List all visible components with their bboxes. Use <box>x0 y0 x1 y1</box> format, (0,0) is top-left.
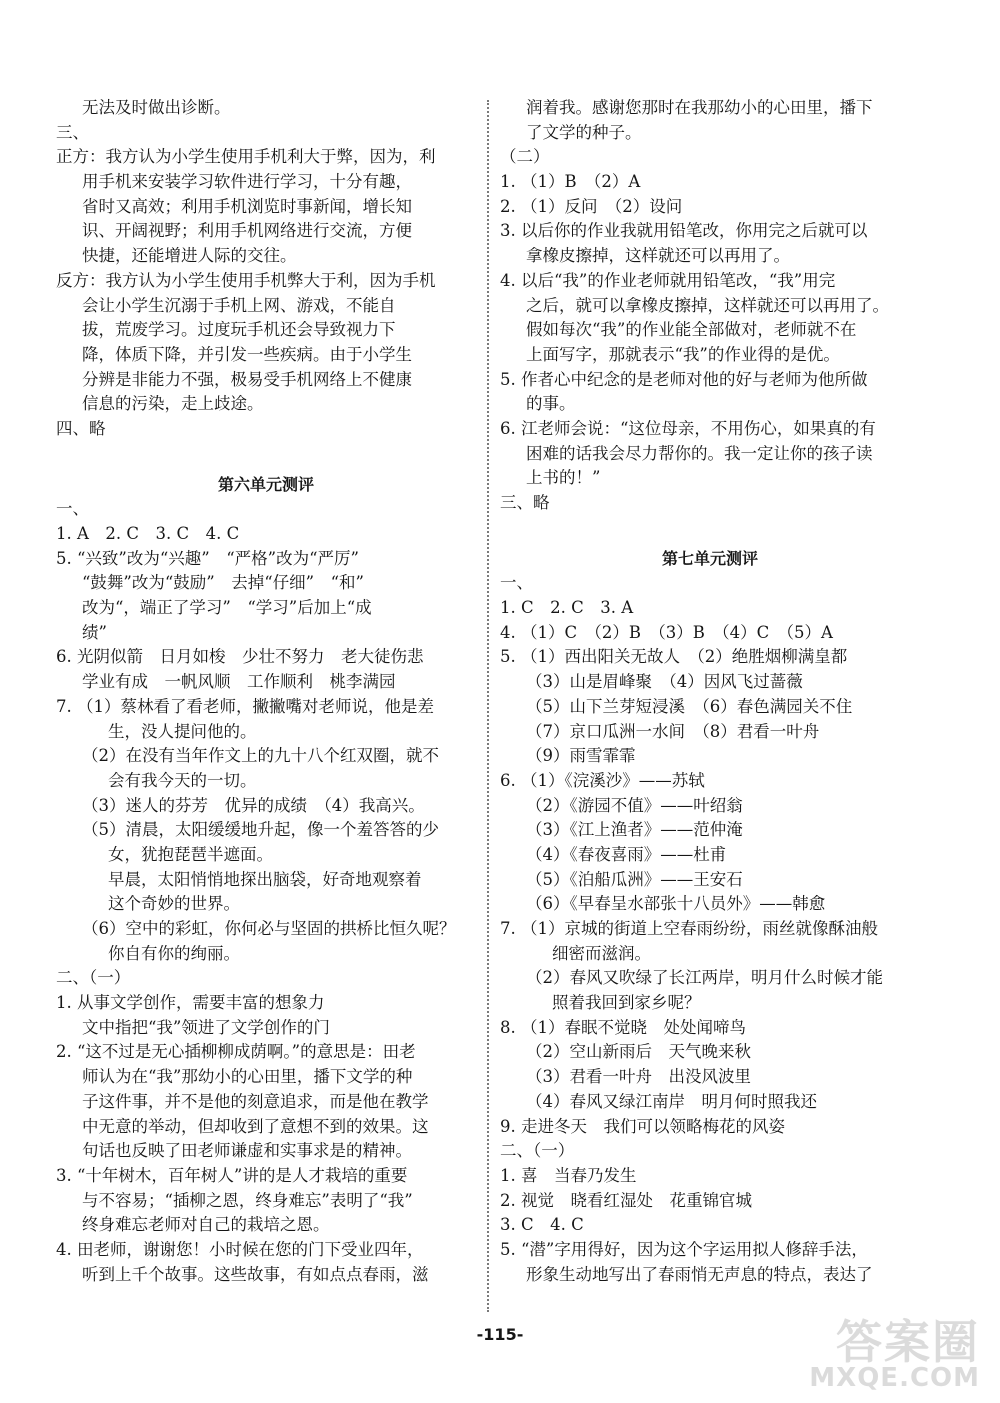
text-line: 5. 作者心中纪念的是老师对他的好与老师为他所做 <box>500 369 868 389</box>
text-line: 子这件事，并不是他的刻意追求，而是他在教学 <box>82 1091 429 1111</box>
text-line: 形象生动地写出了春雨悄无声息的特点，表达了 <box>526 1264 873 1284</box>
text-line: （2）空山新雨后 天气晚来秋 <box>526 1042 751 1062</box>
text-line: 5. （1）西出阳关无故人 （2）绝胜烟柳满皇都 <box>500 647 848 667</box>
text-line: 上面写字，那就表示“我”的作业得的是优。 <box>526 344 840 364</box>
text-line: （3）山是眉峰聚 （4）因风飞过蔷薇 <box>526 672 803 692</box>
text-line: 6. 江老师会说：“这位母亲，不用伤心，如果真的有 <box>500 418 876 438</box>
text-line: 5. “潜”字用得好，因为这个字运用拟人修辞手法， <box>500 1239 868 1259</box>
text-line: 9. 走进冬天 我们可以领略梅花的风姿 <box>500 1116 785 1136</box>
text-line: （5）山下兰芽短浸溪 （6）春色满园关不住 <box>526 696 853 716</box>
text-line: “鼓舞”改为“鼓励” 去掉“仔细” “和” <box>82 573 364 593</box>
text-line: （6）《早春呈水部张十八员外》——韩愈 <box>526 894 826 914</box>
text-line: 二、（一） <box>56 968 131 988</box>
text-line: （2）《游园不值》——叶绍翁 <box>526 795 743 815</box>
text-line: 照着我回到家乡呢？ <box>552 993 701 1013</box>
text-line: （3）迷人的芬芳 优异的成绩 （4）我高兴。 <box>82 795 425 815</box>
text-line: 三、 <box>56 122 89 142</box>
text-line: （2）春风又吹绿了长江两岸，明月什么时候才能 <box>526 968 883 988</box>
text-line: 6. （1）《浣溪沙》——苏轼 <box>500 770 705 790</box>
watermark-logo <box>788 1302 988 1397</box>
text-line: 困难的话我会尽力帮你的。我一定让你的孩子读 <box>526 443 873 463</box>
text-line: 7. （1）蔡林看了看老师，撇撇嘴对老师说，他是差 <box>56 696 434 716</box>
text-line: 分辨是非能力不强，极易受手机网络上不健康 <box>82 369 412 389</box>
text-line: 与不容易；“插柳之恩，终身难忘”表明了“我” <box>82 1190 413 1210</box>
text-line: 无法及时做出诊断。 <box>82 98 231 117</box>
text-line: （3）《江上渔者》——范仲淹 <box>526 820 743 840</box>
text-line: （2）在没有当年作文上的九十八个红双圈，就不 <box>82 746 439 766</box>
column-divider <box>487 100 489 1312</box>
text-line: （7）京口瓜洲一水间 （8）君看一叶舟 <box>526 721 820 741</box>
text-line: 改为“，端正了学习” “学习”后加上“成 <box>82 598 372 618</box>
watermark-url: MXQE.COM <box>809 1363 980 1393</box>
text-line: 四、略 <box>56 418 106 438</box>
watermark-title: 答案圈 <box>836 1315 980 1369</box>
text-line: 1. （1）B （2）A <box>500 172 641 192</box>
text-line: 终身难忘老师对自己的栽培之恩。 <box>82 1215 330 1235</box>
text-line: 句话也反映了田老师谦虚和实事求是的精神。 <box>82 1141 412 1161</box>
text-line: 2. 视觉 晓看红湿处 花重锦官城 <box>500 1190 752 1210</box>
text-line: 拔，荒废学习。过度玩手机还会导致视力下 <box>82 320 396 340</box>
text-line: 细密而滋润。 <box>552 943 651 963</box>
text-line: 4. （1）C （2）B （3）B （4）C （5）A <box>500 622 833 642</box>
text-line: （3）君看一叶舟 出没风波里 <box>526 1067 751 1087</box>
text-line: （4）春风又绿江南岸 明月何时照我还 <box>526 1091 817 1111</box>
text-line: 师认为在“我”那幼小的心田里，播下文学的种 <box>82 1067 413 1087</box>
text-line: 7. （1）京城的街道上空春雨纷纷，雨丝就像酥油般 <box>500 919 878 938</box>
text-line: 3. C 4. C <box>500 1215 584 1235</box>
text-line: 降，体质下降，并引发一些疾病。由于小学生 <box>82 344 412 364</box>
text-line: 5. “兴致”改为“兴趣” “严格”改为“严厉” <box>56 548 359 568</box>
text-line: 生，没人提问他的。 <box>108 721 257 741</box>
text-line: （5）清晨，太阳缓缓地升起，像一个羞答答的少 <box>82 820 439 840</box>
text-line: 绩” <box>82 622 107 642</box>
spacer <box>500 516 920 547</box>
text-line: 会让小学生沉溺于手机上网、游戏，不能自 <box>82 295 396 315</box>
text-line: 3. “十年树木，百年树人”讲的是人才栽培的重要 <box>56 1165 408 1185</box>
text-line: 用手机来安装学习软件进行学习，十分有趣， <box>82 172 412 192</box>
text-line: 润着我。感谢您那时在我那幼小的心田里，播下 <box>526 98 873 117</box>
text-line: 4. 田老师，谢谢您！小时候在您的门下受业四年， <box>56 1239 424 1259</box>
right-column <box>500 96 920 1287</box>
text-line: 文中指把“我”领进了文学创作的门 <box>82 1017 330 1037</box>
text-line: 正方：我方认为小学生使用手机利大于弊，因为，利 <box>56 147 436 167</box>
section-title: 第七单元测评 <box>661 548 758 568</box>
text-line: 8. （1）春眠不觉晓 处处闻啼鸟 <box>500 1017 746 1037</box>
text-line: 4. 以后“我”的作业老师就用铅笔改，“我”用完 <box>500 270 836 290</box>
text-line: 反方：我方认为小学生使用手机弊大于利，因为手机 <box>56 270 436 290</box>
text-line: 了文学的种子。 <box>526 122 642 142</box>
text-line: 上书的！” <box>526 468 601 488</box>
spacer <box>56 442 476 473</box>
text-line: 识、开阔视野；利用手机网络进行交流，方便 <box>82 221 412 241</box>
text-line: 中无意的举动，但却收到了意想不到的效果。这 <box>82 1116 429 1136</box>
text-line: 2. “这不过是无心插柳柳成荫啊。”的意思是：田老 <box>56 1042 416 1062</box>
text-line: 1. A 2. C 3. C 4. C <box>56 524 240 543</box>
text-line: （9）雨雪霏霏 <box>526 746 636 766</box>
text-line: 6. 光阴似箭 日月如梭 少壮不努力 老大徒伤悲 <box>56 647 424 667</box>
text-line: 3. 以后你的作业我就用铅笔改，你用完之后就可以 <box>500 221 868 241</box>
page-number: -115- <box>476 1325 524 1344</box>
text-line: 听到上千个故事。这些故事，有如点点春雨，滋 <box>82 1264 429 1284</box>
text-line: 会有我今天的一切。 <box>108 770 257 790</box>
text-line: 一、 <box>56 499 89 519</box>
text-line: 女，犹抱琵琶半遮面。 <box>108 844 273 864</box>
text-line: （4）《春夜喜雨》——杜甫 <box>526 844 727 864</box>
text-line: 2. （1）反问 （2）设问 <box>500 196 683 216</box>
section-title: 第六单元测评 <box>217 474 314 494</box>
text-line: 一、 <box>500 573 533 593</box>
text-line: 1. 喜 当春乃发生 <box>500 1165 637 1185</box>
text-line: 省时又高效；利用手机浏览时事新闻，增长知 <box>82 196 412 216</box>
text-line: 二、（一） <box>500 1141 575 1161</box>
text-line: （二） <box>500 147 550 167</box>
left-column <box>56 96 476 1287</box>
text-line: 早晨，太阳悄悄地探出脑袋，好奇地观察着 <box>108 869 422 889</box>
text-line: 学业有成 一帆风顺 工作顺利 桃李满园 <box>82 672 396 692</box>
text-line: 的事。 <box>526 394 576 414</box>
text-line: 1. 从事文学创作，需要丰富的想象力 <box>56 993 325 1013</box>
text-line: 你自有你的绚丽。 <box>108 943 240 963</box>
text-line: 三、略 <box>500 493 550 512</box>
text-line: （6）空中的彩虹，你何必与坚固的拱桥比恒久呢？ <box>82 919 456 938</box>
text-line: 假如每次“我”的作业能全部做对，老师就不在 <box>526 320 857 340</box>
text-line: 拿橡皮擦掉，这样就还可以再用了。 <box>526 246 790 266</box>
text-line: 之后，就可以拿橡皮擦掉，这样就还可以再用了。 <box>526 295 889 315</box>
text-line: 这个奇妙的世界。 <box>108 894 240 914</box>
text-line: 1. C 2. C 3. A <box>500 598 634 618</box>
text-line: 信息的污染，走上歧途。 <box>82 394 264 414</box>
text-line: （5）《泊船瓜洲》——王安石 <box>526 869 743 889</box>
text-line: 快捷，还能增进人际的交往。 <box>82 246 297 266</box>
